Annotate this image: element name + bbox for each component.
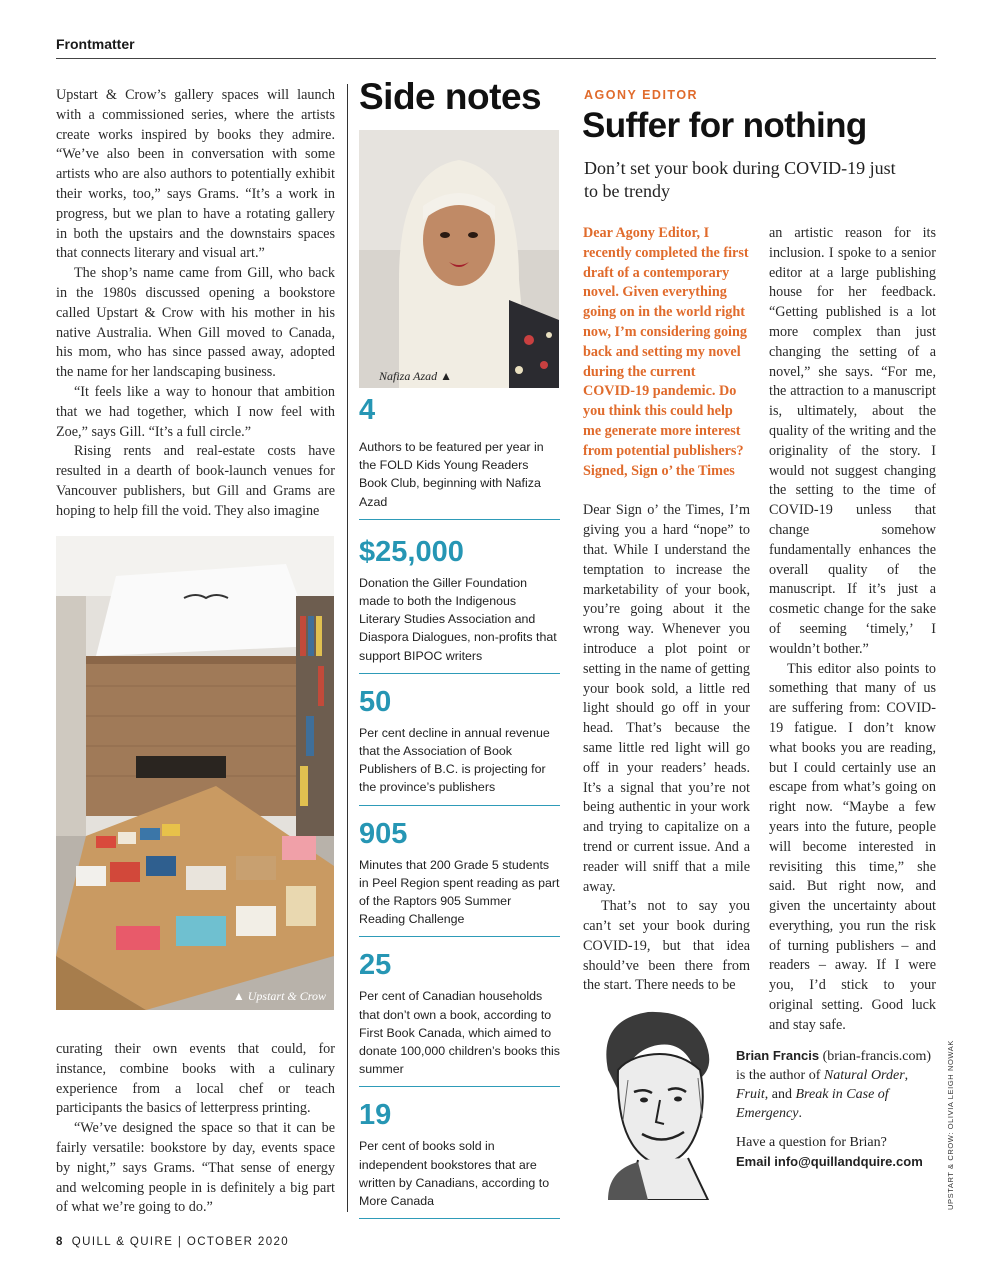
stat-description: Per cent of books sold in independent bookstores that are written by Canadians, according to More Canada <box>359 1139 550 1209</box>
stat-number: 19 <box>359 1099 392 1132</box>
page-footer <box>56 1236 289 1248</box>
agony-column-right <box>769 224 936 1036</box>
stats-list <box>359 394 560 1219</box>
section-label: Frontmatter <box>56 36 135 52</box>
stat-description: Donation the Giller Foundation made to both the Indigenous Literary Studies Association and Diaspora Dialogues, non-profits that support BIPOC writers <box>359 575 557 663</box>
bookstore-photo <box>56 536 334 1010</box>
stat-item <box>359 937 560 1087</box>
footer-text: QUILL & QUIRE | OCTOBER 2020 <box>71 1236 290 1248</box>
article-column-top <box>56 86 335 522</box>
contact-email-link[interactable]: Email info@quillandquire.com <box>736 1154 923 1169</box>
stat-item <box>359 674 560 806</box>
bio-end: . <box>798 1106 802 1121</box>
stat-item <box>359 520 560 674</box>
agony-column-left <box>583 224 750 996</box>
stat-number: $25,000 <box>359 535 464 568</box>
bio-book: Natural Order <box>823 1068 905 1083</box>
photo-credit: Nafiza Azad ▲ <box>379 369 453 383</box>
bio-book: Break in Case of Emergency <box>736 1087 889 1121</box>
bio-separator: , and <box>764 1087 796 1102</box>
column-kicker: AGONY EDITOR <box>584 88 699 102</box>
stat-number: 905 <box>359 817 408 850</box>
headline: Suffer for nothing <box>582 106 867 145</box>
author-bio <box>736 1046 941 1171</box>
photo-credit: ▲ Upstart & Crow <box>232 989 326 1003</box>
bio-author-name: Brian Francis <box>736 1048 820 1063</box>
header-rule <box>56 58 936 59</box>
reader-letter: Dear Agony Editor, I recently completed the first draft of a contemporary novel. Given everything going on in the world right now, I’m considering going back and setting my novel during the current COVID-19 pandemic. Do you think this could help me generate more interest from potential publishers? Signed, Sign o’ the Times <box>583 225 749 479</box>
reply-paragraph: an artistic reason for its inclusion. I spoke to a senior editor at a large publishing house for her feedback. “Getting published is a lot more complex than just changing the setting of a novel,” she says. “For me, the attraction to a manuscript is, ultimately, about the quality of the writing and the originality of the story. I would not suggest changing the setting to the time of COVID-19 unless that change somehow fundamentally enhances the overall quality of the manuscript. If it’s just a cosmetic change for the sake of seeming ‘timely,’ I wouldn’t bother.” <box>769 225 936 657</box>
author-caricature <box>568 1000 728 1200</box>
article-paragraph: Rising rents and real-estate costs have resulted in a dearth of book-launch venues for Vancouver publishers, but Gill and Grams are hoping to help fill the void. They also imagine <box>56 443 335 519</box>
stat-description: Per cent of Canadian households that don’t own a book, according to First Book Canada, which aimed to donate 100,000 children’s books this summer <box>359 989 560 1077</box>
stat-number: 4 <box>359 394 376 426</box>
article-paragraph: curating their own events that could, for instance, combine books with a culinary experience from a local chef or teach participants the basics of letterpress printing. <box>56 1041 335 1117</box>
article-paragraph: Upstart & Crow’s gallery spaces will launch with a commissioned series, where the artists create works inspired by books they admire. “We’ve also been in conversation with some artists who are also authors to potentially exhibit their works, too,” says Grams. “It’s a work in progress, but we plan to have a rotating gallery in both the upstairs and the downstairs spaces that connects literary and visual art.” <box>56 87 335 262</box>
bio-question: Have a question for Brian? <box>736 1135 887 1150</box>
page-number: 8 <box>56 1236 64 1248</box>
article-paragraph: The shop’s name came from Gill, who back in the 1980s discussed opening a bookstore called Upstart & Crow with his mother in his native Australia. When Gill moved to Canada, his mom, who has since passed away, adopted the name for her landscaping business. <box>56 265 335 381</box>
article-column-bottom <box>56 1040 335 1218</box>
bio-text <box>736 1046 941 1123</box>
illustration-credit: UPSTART & CROW: OLIVIA LEIGH NOWAK <box>946 1039 955 1210</box>
side-notes-title: Side notes <box>359 76 542 117</box>
bio-separator: , <box>904 1068 909 1083</box>
bio-site: (brian-francis.com) is the author of <box>736 1049 932 1083</box>
stat-description: Minutes that 200 Grade 5 students in Peel Region spent reading as part of the Raptors 905 Summer Reading Challenge <box>359 857 560 927</box>
reply-paragraph: Dear Sign o’ the Times, I’m giving you a hard “nope” to that. While I understand the temptation to increase the marketability of your book, you’re going about it the wrong way. Whenever you introduce a plot point or setting in the name of getting your book sold, a little red light should go off in your head. That’s because the same little red light will go off in your readers’ heads. It’s a signal that you’re not being authentic in your work and trying to capitalize on a trend or current issue. And a reader will sniff that a mile away. <box>583 502 750 895</box>
stat-number: 25 <box>359 949 392 982</box>
article-paragraph: “It feels like a way to honour that ambition that we had together, which I now feel with Zoe,” says Gill. “It’s a full circle.” <box>56 383 335 440</box>
author-portrait <box>359 130 559 388</box>
stat-number: 50 <box>359 685 392 718</box>
reply-paragraph: This editor also points to something that many of us are suffering from: COVID-19 fatigue. I don’t know what books you are reading, but I could certainly use an escape from what’s going on right now. “Maybe a few years into the future, people will become interested in revisiting this time,” she said. But right now, and given the uncertainty about everything, you run the risk of turning publishers – and readers – away. If I were you, I’d stick to your original setting. Good luck and stay safe. <box>769 660 936 1033</box>
stat-item <box>359 806 560 938</box>
column-divider <box>347 84 348 1212</box>
article-paragraph: “We’ve designed the space so that it can be fairly versatile: bookstore by day, events space by night,” says Grams. “That sense of energy and welcoming people in is definitely a big part of what we’re going to do.” <box>56 1120 335 1216</box>
dek: Don’t set your book during COVID-19 just to be trendy <box>584 158 896 201</box>
reply-paragraph: That’s not to say you can’t set your book during COVID-19, but that idea should’ve been there from the start. There needs to be <box>583 898 750 994</box>
stat-item <box>359 394 560 520</box>
stat-description: Authors to be featured per year in the FOLD Kids Young Readers Book Club, beginning with Nafiza Azad <box>359 440 544 509</box>
stat-item <box>359 1087 560 1219</box>
stat-description: Per cent decline in annual revenue that the Association of Book Publishers of B.C. is projecting for the province’s publishers <box>359 725 550 795</box>
bio-book: Fruit <box>736 1087 765 1102</box>
